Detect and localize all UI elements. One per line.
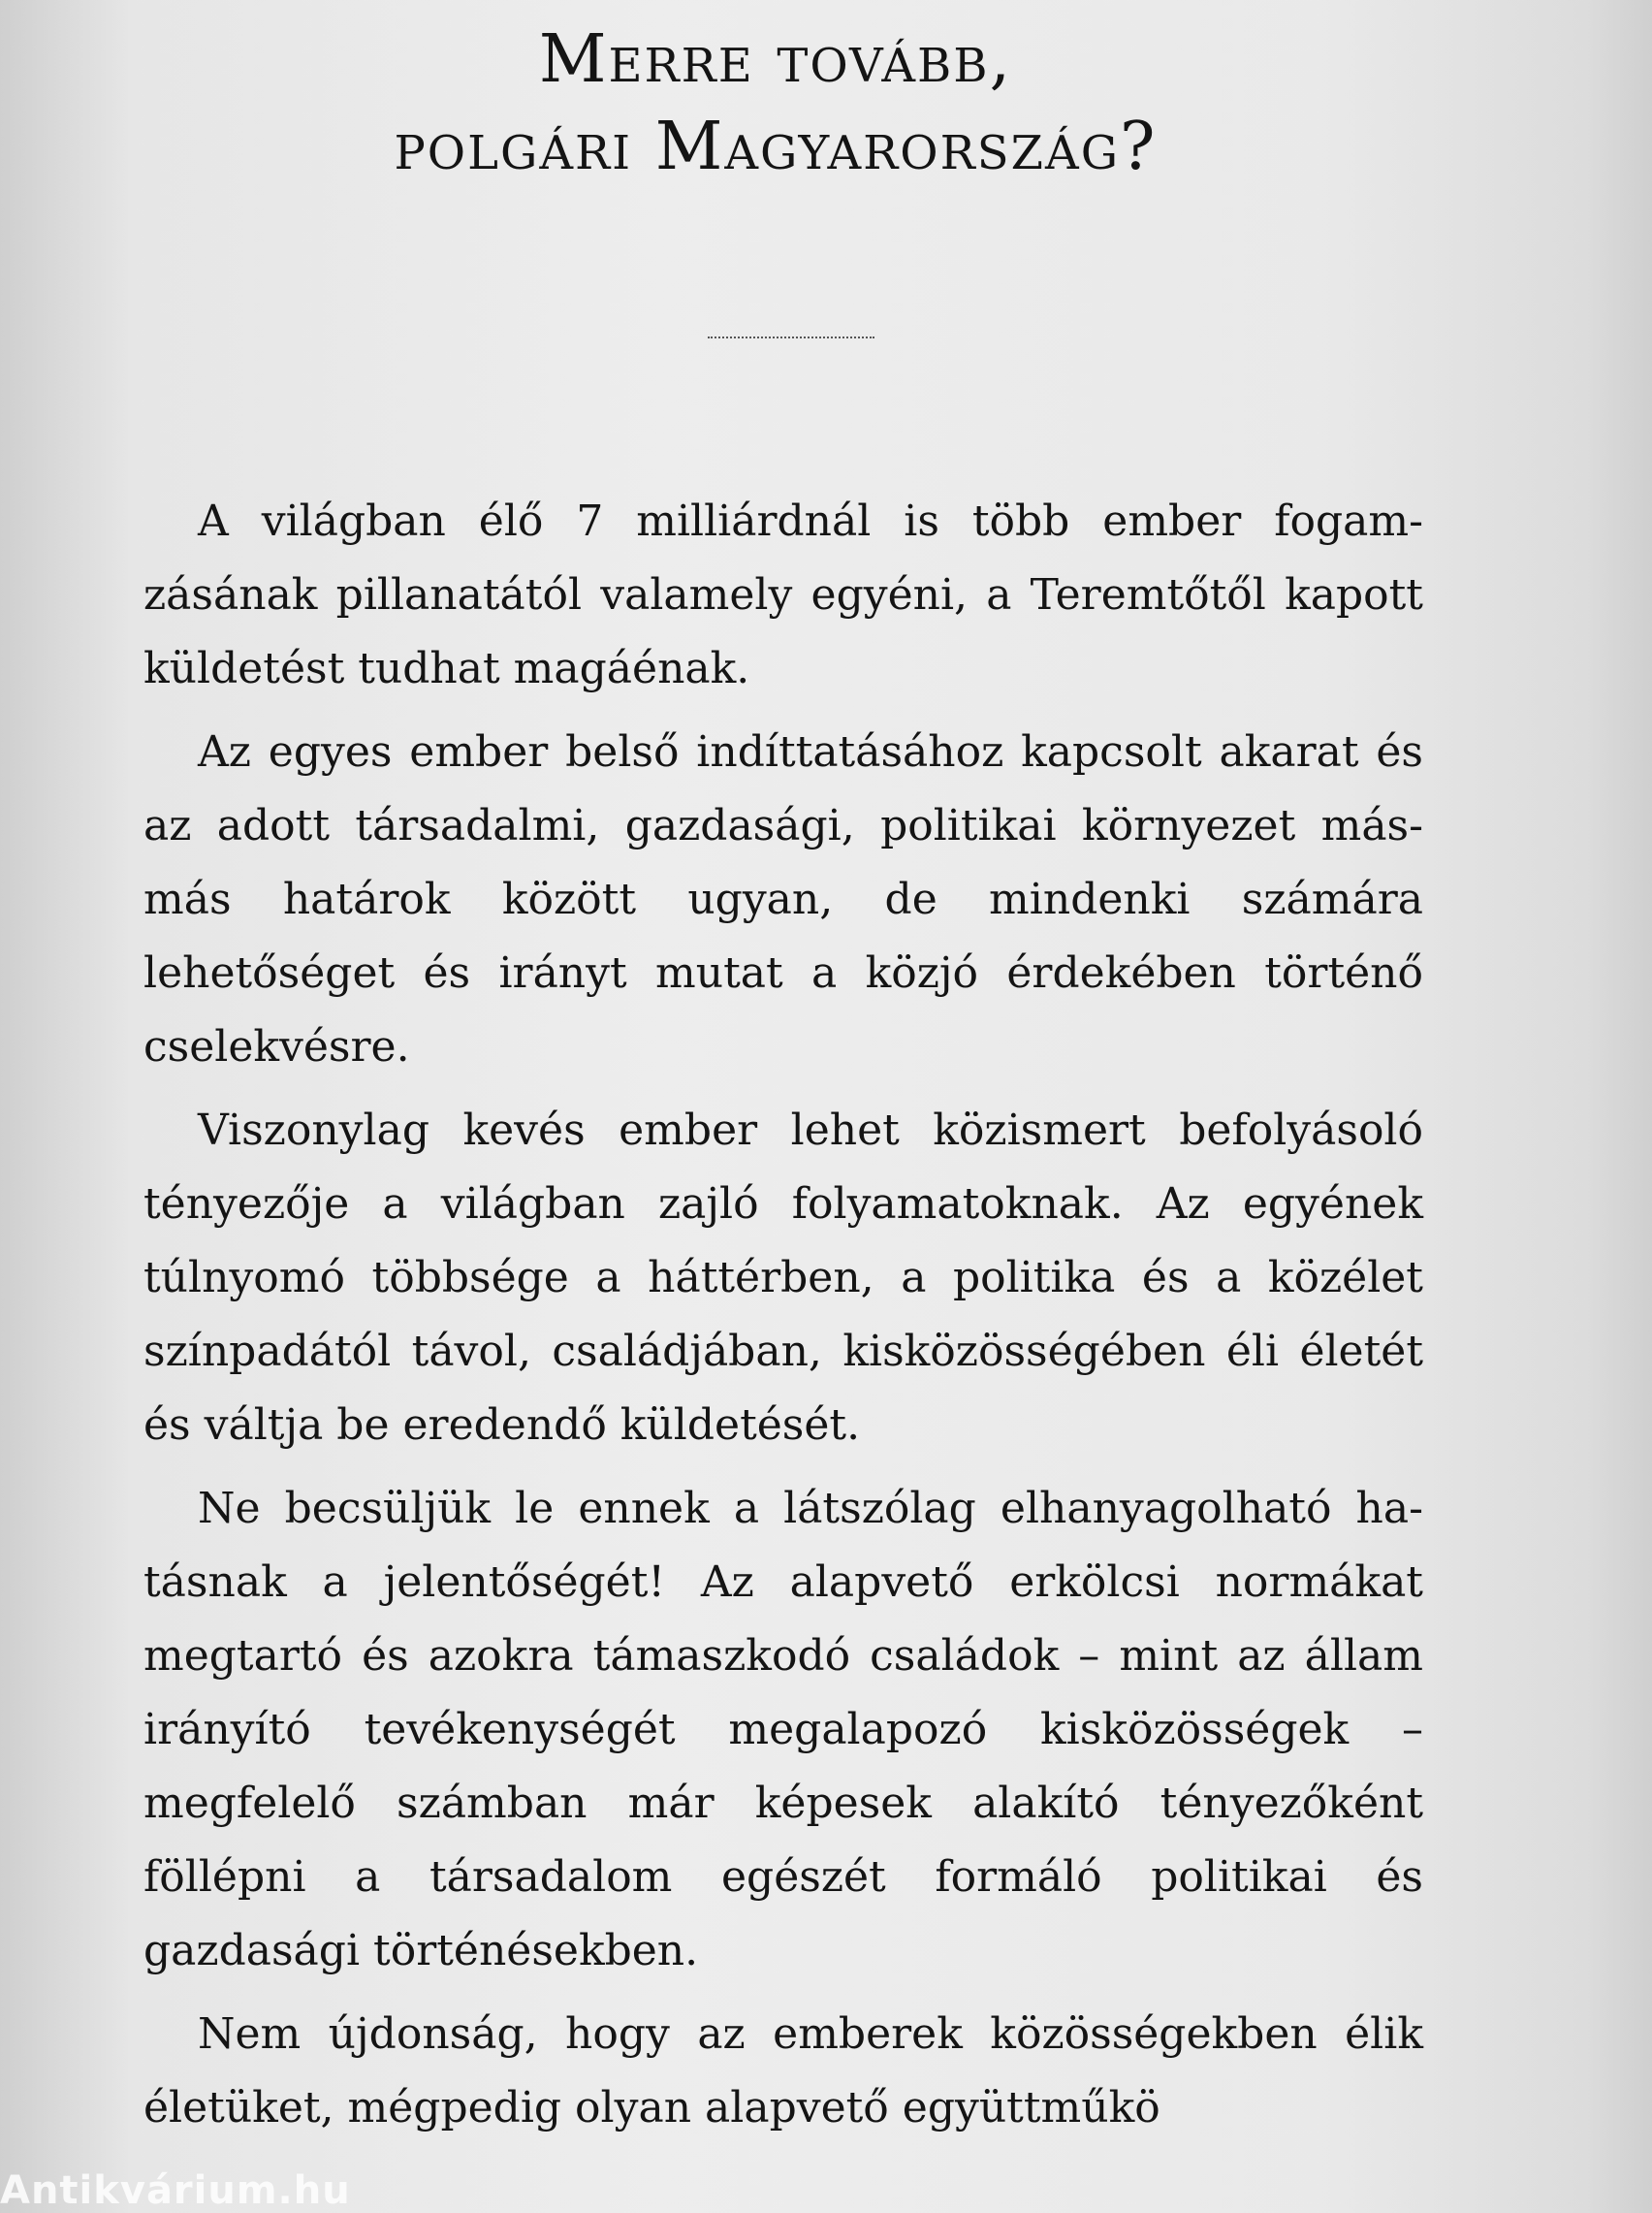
- title-divider: [708, 337, 874, 338]
- chapter-title-line-2: polgári Magyarország?: [394, 109, 1158, 185]
- show-through-texture: [1435, 0, 1652, 2203]
- chapter-body: [143, 485, 1423, 2155]
- paragraph-3: Viszonylag kevés ember lehet közismert befolyásoló tényezője a világban zajló folyamatoknak. Az egyének túlnyomó többsége a háttérben, a politika és a közélet színpadától távol, családjában, kisközösségében éli életét és váltja be eredendő küldetését.: [143, 1106, 1423, 1450]
- paragraph-4: Ne becsüljük le ennek a látszólag elhanyagolható hatásnak a jelentőségét! Az alapvető erkölcsi normákat megtartó és azokra támaszkodó családok – mint az állam irányító tevékenységét megalapozó kisközösségek – megfelelő számban már képesek alakító tényezőként föllépni a társadalom egészét formáló politikai és gazdasági történésekben.: [143, 1484, 1423, 1975]
- paragraph-2: Az egyes ember belső indíttatásához kapcsolt akarat és az adott társadalmi, gazdasági, politikai környezet más-más határok között ugyan, de mindenki számára lehetőséget és irányt mutat a közjó érdekében történő cselekvésre.: [143, 727, 1423, 1072]
- chapter-title-line-1: Merre tovább,: [538, 21, 1013, 98]
- paragraph-5: Nem újdonság, hogy az emberek közösségekben élik életüket, mégpedig olyan alapvető együttműkö: [143, 2009, 1423, 2133]
- watermark-logo: Antikvárium.hu: [0, 2168, 351, 2213]
- paragraph-1: A világban élő 7 milliárdnál is több ember fogamzásának pillanatától valamely egyéni, a Teremtőtől kapott küldetést tudhat magáénak.: [143, 497, 1423, 693]
